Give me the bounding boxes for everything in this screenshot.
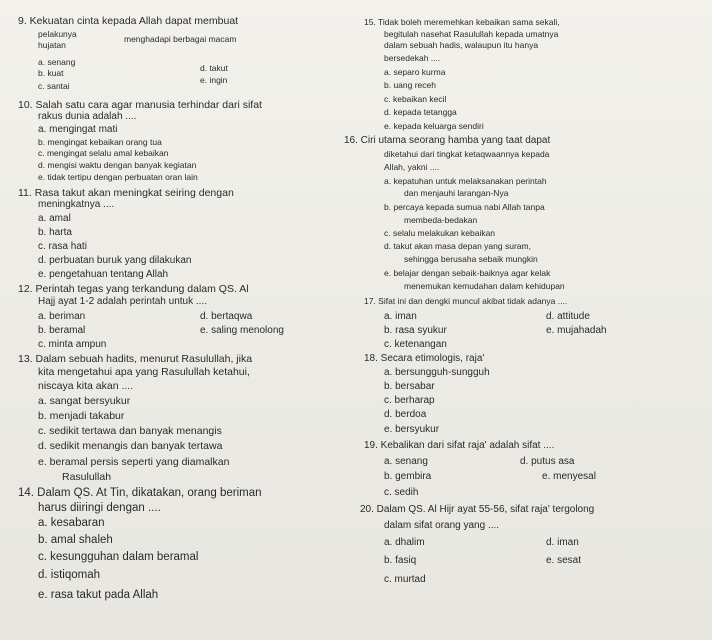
q9-stem-line2a: pelakunya	[38, 29, 77, 39]
q16-stem-line1: 16. Ciri utama seorang hamba yang taat dapat	[344, 135, 551, 146]
q11-stem-line1: 11. Rasa takut akan meningkat seiring dengan	[18, 187, 234, 199]
q19-option-c: c. sedih	[384, 487, 419, 498]
q14-option-b: b. amal shaleh	[38, 534, 113, 546]
q10-option-a: a. mengingat mati	[38, 124, 118, 135]
q17-stem-line1: 17. Sifat ini dan dengki muncul akibat tidak adanya ....	[364, 296, 568, 306]
q12-stem-line1: 12. Perintah tegas yang terkandung dalam QS. Al	[18, 283, 249, 295]
q11-option-e: e. pengetahuan tentang Allah	[38, 269, 169, 280]
q20-stem-line2: dalam sifat orang yang ....	[384, 520, 500, 531]
q14-stem-line2: harus diiringi dengan ....	[38, 502, 161, 514]
q15-option-b: b. uang receh	[384, 80, 436, 90]
q10-option-e: e. tidak tertipu dengan perbuatan oran lain	[38, 172, 198, 182]
q15-stem-line4: bersedekah ....	[384, 53, 441, 63]
q20-option-e: e. sesat	[546, 555, 582, 566]
q18-option-b: b. bersabar	[384, 381, 435, 392]
q14-option-c: c. kesungguhan dalam beramal	[38, 551, 199, 563]
q15-option-c: c. kebaikan kecil	[384, 94, 447, 104]
q11-option-d: d. perbuatan buruk yang dilakukan	[38, 255, 192, 266]
q20-option-b: b. fasiq	[384, 555, 417, 566]
q9-option-d: d. takut	[200, 63, 228, 73]
q16-stem-line3: Allah, yakni ....	[384, 162, 440, 172]
q20-option-a: a. dhalim	[384, 537, 425, 548]
q17-option-d: d. attitude	[546, 311, 590, 322]
q18-option-e: e. bersyukur	[384, 424, 440, 435]
q11-option-b: b. harta	[38, 227, 72, 238]
q15-stem-line2: begitulah nasehat Rasulullah kepada umatnya	[384, 29, 559, 39]
q9-option-e: e. ingin	[200, 75, 228, 85]
q15-option-d: d. kepada tetangga	[384, 107, 457, 117]
q16-option-b-line2: membeda-bedakan	[404, 215, 478, 225]
q10-option-d: d. mengisi waktu dengan banyak kegiatan	[38, 160, 197, 170]
q9-option-b: b. kuat	[38, 68, 64, 78]
q15-stem-line1: 15. Tidak boleh meremehkan kebaikan sama sekali,	[364, 17, 560, 27]
q16-option-b-line1: b. percaya kepada sumua nabi Allah tanpa	[384, 202, 545, 212]
q18-option-d: d. berdoa	[384, 409, 427, 420]
q18-option-a: a. bersungguh-sungguh	[384, 367, 490, 378]
q9-stem-line3: hujatan	[38, 40, 66, 50]
q12-option-d: d. bertaqwa	[200, 311, 253, 322]
q19-option-d: d. putus asa	[520, 456, 575, 467]
q13-stem-line2: kita mengetahui apa yang Rasulullah ketahui,	[38, 366, 250, 378]
q19-option-e: e. menyesal	[542, 471, 596, 482]
q16-option-d-line2: sehingga berusaha sebaik mungkin	[404, 254, 538, 264]
q19-option-a: a. senang	[384, 456, 428, 467]
q13-option-e-line1: e. beramal persis seperti yang diamalkan	[38, 456, 230, 468]
q12-option-b: b. beramal	[38, 325, 86, 336]
q17-option-a: a. iman	[384, 311, 417, 322]
q14-option-a: a. kesabaran	[38, 517, 105, 529]
q19-option-b: b. gembira	[384, 471, 432, 482]
q14-option-d: d. istiqomah	[38, 569, 101, 581]
q10-option-b: b. mengingat kebaikan orang tua	[38, 137, 162, 147]
q16-option-a-line2: dan menjauhi larangan-Nya	[404, 188, 509, 198]
q13-option-e-line2: Rasulullah	[62, 471, 112, 483]
q13-option-c: c. sedikit tertawa dan banyak menangis	[38, 425, 222, 437]
q9-option-c: c. santai	[38, 81, 70, 91]
q15-option-a: a. separo kurma	[384, 67, 446, 77]
q16-stem-line2: diketahui dari tingkat ketaqwaannya kepada	[384, 149, 550, 159]
q9-stem-line2b: menghadapi berbagai macam	[124, 34, 237, 44]
q13-stem-line3: niscaya kita akan ....	[38, 380, 134, 392]
q16-option-a-line1: a. kepatuhan untuk melaksanakan perintah	[384, 176, 547, 186]
q13-option-b: b. menjadi takabur	[38, 410, 125, 422]
q16-option-d-line1: d. takut akan masa depan yang suram,	[384, 241, 531, 251]
q10-stem-line2: rakus dunia adalah ....	[38, 111, 137, 122]
q18-stem-line1: 18. Secara etimologis, raja'	[364, 353, 485, 364]
q16-option-e-line2: menemukan kemudahan dalam kehidupan	[404, 281, 565, 291]
q18-option-c: c. berharap	[384, 395, 435, 406]
q14-stem-line1: 14. Dalam QS. At Tin, dikatakan, orang beriman	[18, 487, 262, 499]
q12-option-a: a. beriman	[38, 311, 86, 322]
q10-option-c: c. mengingat selalu amal kebaikan	[38, 148, 169, 158]
q13-option-a: a. sangat bersyukur	[38, 395, 131, 407]
q20-option-d: d. iman	[546, 537, 579, 548]
q12-stem-line2: Hajj ayat 1-2 adalah perintah untuk ....	[38, 296, 207, 307]
q14-option-e: e. rasa takut pada Allah	[38, 589, 159, 601]
q20-stem-line1: 20. Dalam QS. Al Hijr ayat 55-56, sifat raja' tergolong	[360, 504, 595, 515]
q15-stem-line3: dalam sebuah hadis, walaupun itu hanya	[384, 40, 539, 50]
q19-stem-line1: 19. Kebalikan dari sifat raja' adalah sifat ....	[364, 440, 555, 451]
q11-option-c: c. rasa hati	[38, 241, 87, 252]
q9-option-a: a. senang	[38, 57, 76, 67]
q16-option-c: c. selalu melakukan kebaikan	[384, 228, 496, 238]
q11-option-a: a. amal	[38, 213, 71, 224]
q12-option-c: c. minta ampun	[38, 339, 107, 350]
q13-option-d: d. sedikit menangis dan banyak tertawa	[38, 440, 223, 452]
q9-stem-line1: 9. Kekuatan cinta kepada Allah dapat membuat	[18, 15, 239, 27]
q11-stem-line2: meningkatnya ....	[38, 199, 115, 210]
q20-option-c: c. murtad	[384, 574, 426, 585]
q17-option-e: e. mujahadah	[546, 325, 607, 336]
q13-stem-line1: 13. Dalam sebuah hadits, menurut Rasulullah, jika	[18, 353, 253, 365]
q17-option-c: c. ketenangan	[384, 339, 447, 350]
q17-option-b: b. rasa syukur	[384, 325, 447, 336]
q10-stem-line1: 10. Salah satu cara agar manusia terhindar dari sifat	[18, 99, 262, 111]
q16-option-e-line1: e. belajar dengan sebaik-baiknya agar kelak	[384, 268, 551, 278]
q15-option-e: e. kepada keluarga sendiri	[384, 121, 484, 131]
q12-option-e: e. saling menolong	[200, 325, 284, 336]
